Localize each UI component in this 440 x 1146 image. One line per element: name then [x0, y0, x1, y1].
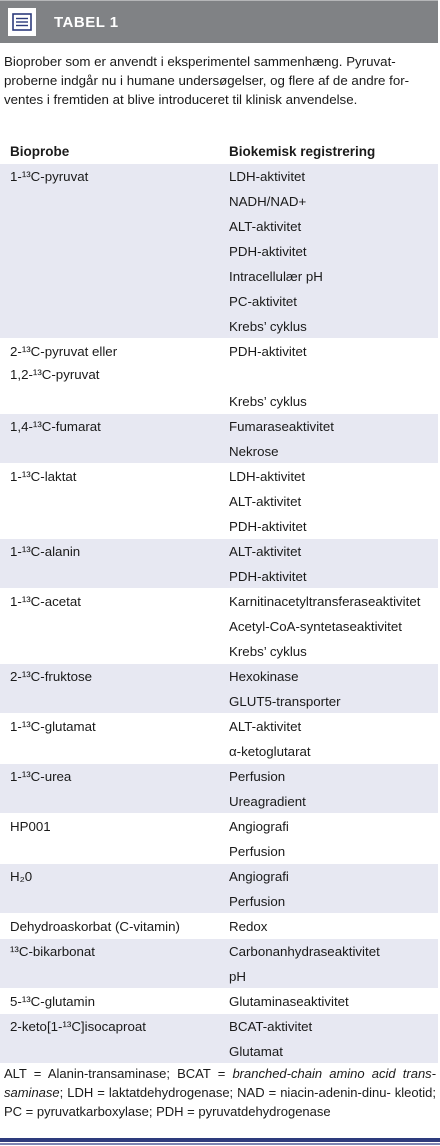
bioprobe-cell — [10, 714, 220, 737]
registrering-cell — [229, 539, 437, 589]
caption-line: ventes i fremtiden at blive introduceret til klinisk anvendelse. — [4, 92, 358, 107]
bioprobe-cell — [10, 164, 220, 187]
registrering-item: PDH-aktivitet — [229, 244, 307, 259]
bottom-rule-thin — [0, 1143, 440, 1145]
registrering-cell — [229, 814, 437, 864]
bioprobe-name: 1-¹³C-urea — [10, 769, 72, 784]
bioprobe-cell — [10, 464, 220, 487]
registrering-cell — [229, 764, 437, 814]
bioprobe-cell — [10, 1014, 220, 1037]
registrering-item: Perfusion — [229, 894, 286, 909]
bioprobe-name: Dehydroaskorbat (C-vitamin) — [10, 919, 180, 934]
registrering-item: Fumaraseaktivitet — [229, 419, 334, 434]
bioprobe-name: 2-¹³C-pyruvat eller — [10, 344, 118, 359]
table-row — [0, 1014, 438, 1064]
registrering-cell — [229, 939, 437, 989]
bioprobe-name: HP001 — [10, 819, 51, 834]
table-row — [0, 589, 438, 664]
bioprobe-cell — [10, 764, 220, 787]
registrering-cell — [229, 914, 437, 939]
table-row — [0, 714, 438, 764]
bioprobe-name: 2-¹³C-fruktose — [10, 669, 93, 684]
registrering-item: NADH/NAD+ — [229, 194, 307, 209]
bioprobe-name: 1,2-¹³C-pyruvat — [10, 367, 100, 382]
table-row — [0, 764, 438, 814]
caption-line: proberne indgår nu i humane undersøgelser, og flere af de andre for- — [4, 73, 410, 88]
registrering-cell — [229, 864, 437, 914]
footnote-text: ALT = Alanin-transaminase; BCAT = — [4, 1066, 233, 1081]
bioprobe-cell — [10, 339, 220, 385]
table-caption — [4, 52, 436, 109]
registrering-item: Glutamat — [229, 1044, 283, 1059]
registrering-item: PDH-aktivitet — [229, 569, 307, 584]
registrering-item: PC-aktivitet — [229, 294, 297, 309]
bioprobe-name: 1,4-¹³C-fumarat — [10, 419, 101, 434]
bioprobe-cell — [10, 414, 220, 437]
bioprobe-name: 1-¹³C-laktat — [10, 469, 77, 484]
registrering-item — [229, 364, 437, 389]
registrering-item: Nekrose — [229, 444, 279, 459]
table-row — [0, 339, 438, 414]
column-header-bioprobe: Bioprobe — [10, 144, 70, 159]
registrering-item: ALT-aktivitet — [229, 719, 302, 734]
bioprobe-name: 1-¹³C-glutamat — [10, 719, 96, 734]
table-row — [0, 664, 438, 714]
registrering-item: LDH-aktivitet — [229, 469, 306, 484]
bioprobe-cell — [10, 539, 220, 562]
registrering-item: PDH-aktivitet — [229, 344, 307, 359]
registrering-cell — [229, 339, 437, 414]
table-row — [0, 914, 438, 939]
bioprobe-name: ¹³C-bikarbonat — [10, 944, 95, 959]
registrering-item: Angiografi — [229, 869, 289, 884]
registrering-item: pH — [229, 969, 246, 984]
table-header-bar — [0, 0, 438, 43]
registrering-cell — [229, 1014, 437, 1064]
registrering-cell — [229, 989, 437, 1014]
table-title: TABEL 1 — [54, 13, 119, 31]
bioprobe-name: 1-¹³C-pyruvat — [10, 169, 89, 184]
bioprobe-cell — [10, 814, 220, 837]
table-row — [0, 939, 438, 989]
registrering-cell — [229, 414, 437, 464]
table-row — [0, 814, 438, 864]
registrering-item: Perfusion — [229, 769, 286, 784]
registrering-item: ALT-aktivitet — [229, 219, 302, 234]
table-row — [0, 539, 438, 589]
registrering-item: Krebs’ cyklus — [229, 394, 307, 409]
bioprobe-cell — [10, 914, 220, 937]
table-row — [0, 864, 438, 914]
registrering-item: ALT-aktivitet — [229, 544, 302, 559]
registrering-item: Angiografi — [229, 819, 289, 834]
registrering-item: Glutaminaseaktivitet — [229, 994, 349, 1009]
registrering-item: PDH-aktivitet — [229, 519, 307, 534]
registrering-cell — [229, 589, 437, 664]
table-row — [0, 164, 438, 339]
registrering-item: Intracellulær pH — [229, 269, 323, 284]
bioprobe-cell — [10, 589, 220, 612]
footnote-text: ; LDH = laktatdehydrogenase; NAD = niacin-adenin-dinu- — [59, 1085, 391, 1100]
registrering-cell — [229, 164, 437, 339]
bioprobe-cell — [10, 664, 220, 687]
footnote-italic: branched-chain amino acid trans- — [232, 1066, 437, 1081]
registrering-item: Krebs’ cyklus — [229, 319, 307, 334]
table-footnote — [4, 1064, 436, 1121]
bioprobe-name: 1-¹³C-acetat — [10, 594, 81, 609]
registrering-item: Ureagradient — [229, 794, 306, 809]
footnote-text: kleotid; PC = pyruvatkarboxylase; PDH = pyruvatdehydrogenase — [4, 1085, 436, 1119]
bioprobe-name: 1-¹³C-alanin — [10, 544, 81, 559]
bioprobe-name: 5-¹³C-glutamin — [10, 994, 95, 1009]
registrering-item: BCAT-aktivitet — [229, 1019, 313, 1034]
registrering-item: Hexokinase — [229, 669, 299, 684]
registrering-item: ALT-aktivitet — [229, 494, 302, 509]
table-row — [0, 464, 438, 539]
bioprobe-name: H₂0 — [10, 869, 33, 884]
table-body — [0, 164, 438, 1064]
table-row — [0, 989, 438, 1014]
registrering-item: Acetyl-CoA-syntetaseaktivitet — [229, 619, 402, 634]
registrering-cell — [229, 714, 437, 764]
bioprobe-cell — [10, 864, 220, 887]
bioprobe-cell — [10, 989, 220, 1012]
registrering-item: Krebs’ cyklus — [229, 644, 307, 659]
registrering-item: LDH-aktivitet — [229, 169, 306, 184]
bottom-rule — [0, 1138, 440, 1142]
registrering-cell — [229, 464, 437, 539]
table-row — [0, 414, 438, 464]
column-header-registrering: Biokemisk registrering — [229, 144, 376, 159]
footnote-italic: saminase — [4, 1085, 60, 1100]
registrering-item: Karnitinacetyltransferaseaktivitet — [229, 594, 421, 609]
bioprobe-cell — [10, 939, 220, 962]
registrering-item: Perfusion — [229, 844, 286, 859]
bioprobe-name: 2-keto[1-¹³C]isocaproat — [10, 1019, 146, 1034]
registrering-item: α-ketoglutarat — [229, 744, 311, 759]
registrering-item: Redox — [229, 919, 268, 934]
caption-line: Bioprober som er anvendt i eksperimentel sammenhæng. Pyruvat- — [4, 54, 396, 69]
registrering-item: Carbonanhydraseaktivitet — [229, 944, 380, 959]
registrering-cell — [229, 664, 437, 714]
registrering-item: GLUT5-transporter — [229, 694, 341, 709]
list-icon — [8, 8, 36, 36]
